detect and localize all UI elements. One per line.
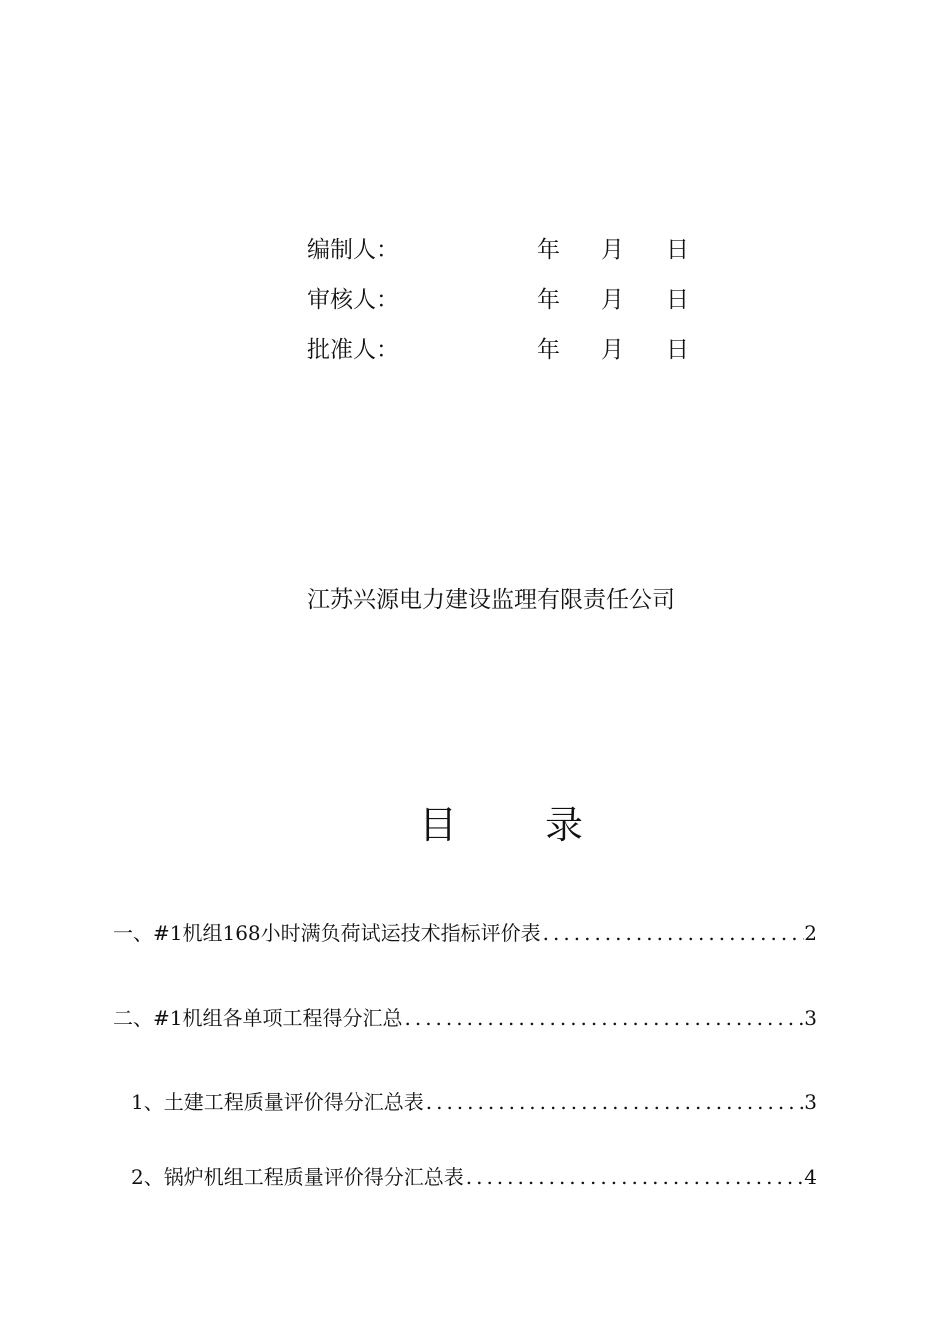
toc-entry-text: 1、土建工程质量评价得分汇总表 xyxy=(131,1090,424,1114)
toc-page-number: 2 xyxy=(804,921,817,945)
signature-row-reviewer xyxy=(307,280,707,320)
toc-page-number: 3 xyxy=(804,1090,817,1114)
signature-row-compiler xyxy=(307,230,707,270)
approver-label: 批准人： xyxy=(307,337,399,363)
compiler-label: 编制人： xyxy=(307,237,399,263)
year-label: 年 xyxy=(537,337,560,363)
toc-title: 目 录 xyxy=(418,803,622,847)
toc-entry-text: 2、锅炉机组工程质量评价得分汇总表 xyxy=(131,1165,464,1189)
toc-dot-leader xyxy=(464,1162,805,1192)
toc-entry[interactable] xyxy=(113,918,817,948)
toc-entry-text: 一、#1机组168小时满负荷试运技术指标评价表 xyxy=(113,921,541,945)
year-label: 年 xyxy=(537,237,560,263)
year-label: 年 xyxy=(537,287,560,313)
toc-dot-leader xyxy=(402,1003,804,1033)
reviewer-label: 审核人： xyxy=(307,287,399,313)
company-name: 江苏兴源电力建设监理有限责任公司 xyxy=(307,587,675,613)
toc-page-number: 3 xyxy=(804,1006,817,1030)
signature-row-approver xyxy=(307,330,707,370)
toc-entry[interactable] xyxy=(131,1087,817,1117)
month-label: 月 xyxy=(601,287,624,313)
day-label: 日 xyxy=(666,237,689,263)
day-label: 日 xyxy=(666,287,689,313)
month-label: 月 xyxy=(601,237,624,263)
toc-entry[interactable] xyxy=(131,1162,817,1192)
day-label: 日 xyxy=(666,337,689,363)
toc-page-number: 4 xyxy=(804,1165,817,1189)
toc-entry[interactable] xyxy=(113,1003,817,1033)
toc-entry-text: 二、#1机组各单项工程得分汇总 xyxy=(113,1006,403,1030)
month-label: 月 xyxy=(601,337,624,363)
toc-dot-leader xyxy=(541,918,805,948)
toc-dot-leader xyxy=(424,1087,805,1117)
